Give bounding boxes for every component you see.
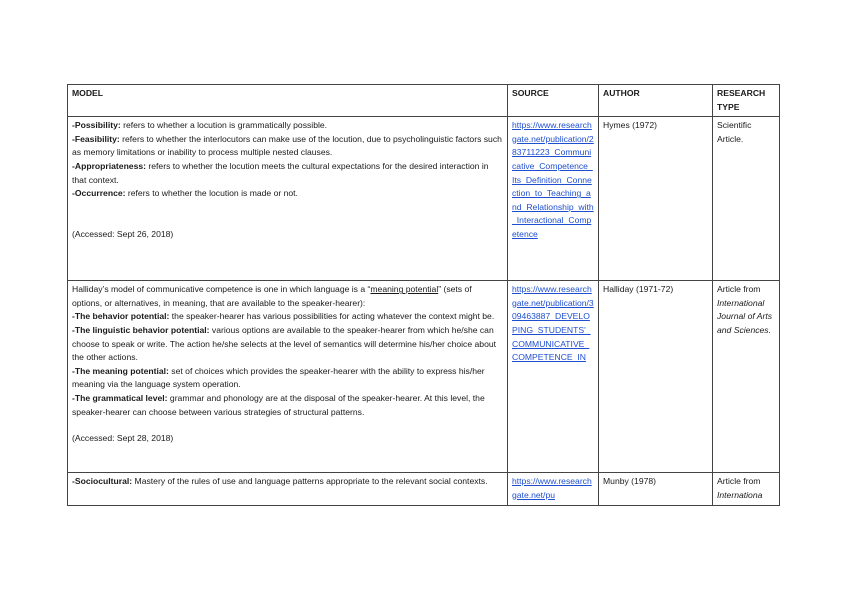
model-item [72,324,503,365]
research-type-plain: Article from [717,284,761,295]
source-cell [508,473,599,506]
research-type-cell [713,117,780,281]
model-item [72,133,503,160]
model-item [72,187,503,201]
model-term: -The behavior potential: [72,311,170,322]
model-cell [68,281,508,473]
intro-text: Halliday’s model of communicative competence is one in which language is a “ [72,284,371,295]
accessed-date: (Accessed: Sept 28, 2018) [72,433,174,444]
model-intro [72,283,503,310]
research-type-line: Article. [717,133,744,144]
research-type-journal: International Journal of Arts and Sciences. [717,297,773,335]
model-text: refers to whether the locution is made or not. [125,188,298,199]
model-item [72,392,503,419]
model-term: -The meaning potential: [72,365,169,376]
model-item [72,475,503,489]
header-author: AUTHOR [599,85,713,117]
model-text: refers to whether the locution meets the cultural expectations for the desired interaction in that context. [72,160,489,185]
model-cell [68,117,508,281]
model-text: grammar and phonology are at the disposal of the speaker-hearer. At this level, the speaker-hearer can choose between various strategies of structural patterns. [72,392,485,417]
model-term: -Sociocultural: [72,476,133,487]
header-source: SOURCE [508,85,599,117]
model-text: refers to whether the interlocutors can make use of the locution, due to psycholinguistic factors such as memory limitations or inability to process multiple nested clauses. [72,133,502,158]
accessed-date: (Accessed: Sept 26, 2018) [72,228,174,239]
model-item [72,119,503,133]
source-cell [508,281,599,473]
author-cell: Munby (1978) [599,473,713,506]
model-cell [68,473,508,506]
intro-text-rest: ” (sets of options, or alternatives, in meaning, that are available to the speaker-hearer): [72,284,472,308]
model-text: various options are available to the speaker-hearer from which he/she can choose to speak or write. The action he/she selects at the level of semantics will determine his/her choice about the other actions. [72,324,497,363]
author-cell: Halliday (1971-72) [599,281,713,473]
header-model: MODEL [68,85,508,117]
source-link[interactable]: https://www.researchgate.net/publication/309463887_DEVELOPING_STUDENTS'_COMMUNICATIVE_COMPETENCE_IN [512,284,594,363]
model-item [72,310,503,324]
model-text: Mastery of the rules of use and language patterns appropriate to the relevant social contexts. [132,476,488,487]
model-term: -Possibility: [72,120,121,131]
research-type-journal: Internationa [717,489,763,500]
source-link[interactable]: https://www.researchgate.net/pu [512,476,592,500]
author-cell: Hymes (1972) [599,117,713,281]
table-row [68,281,780,473]
meaning-potential-link[interactable]: meaning potential [370,284,439,295]
research-type-cell [713,281,780,473]
source-link[interactable]: https://www.researchgate.net/publication/283711223_Communicative_Competence_Its_Definition_Connection_to_Teaching_and_Relationship_with_Interactional_Competence [512,120,594,239]
model-text: set of choices which provides the speaker-hearer with the ability to express his/her meaning via the language system operation. [72,365,485,390]
research-type-line: Scientific [717,120,752,131]
models-table [67,84,780,506]
source-cell [508,117,599,281]
model-term: -Appropriateness: [72,160,147,171]
model-item [72,365,503,392]
research-type-plain: Article from [717,476,761,487]
research-type-cell [713,473,780,506]
model-item [72,160,503,187]
table-header-row [68,85,780,117]
table-row [68,117,780,281]
model-text: the speaker-hearer has various possibilities for acting whatever the context might be. [169,311,495,322]
table-row [68,473,780,506]
header-research-type: RESEARCH TYPE [713,85,780,117]
model-term: -The grammatical level: [72,392,168,403]
model-term: -Occurrence: [72,188,126,199]
model-term: -The linguistic behavior potential: [72,324,210,335]
model-text: refers to whether a locution is grammatically possible. [120,120,328,131]
model-term: -Feasibility: [72,133,120,144]
